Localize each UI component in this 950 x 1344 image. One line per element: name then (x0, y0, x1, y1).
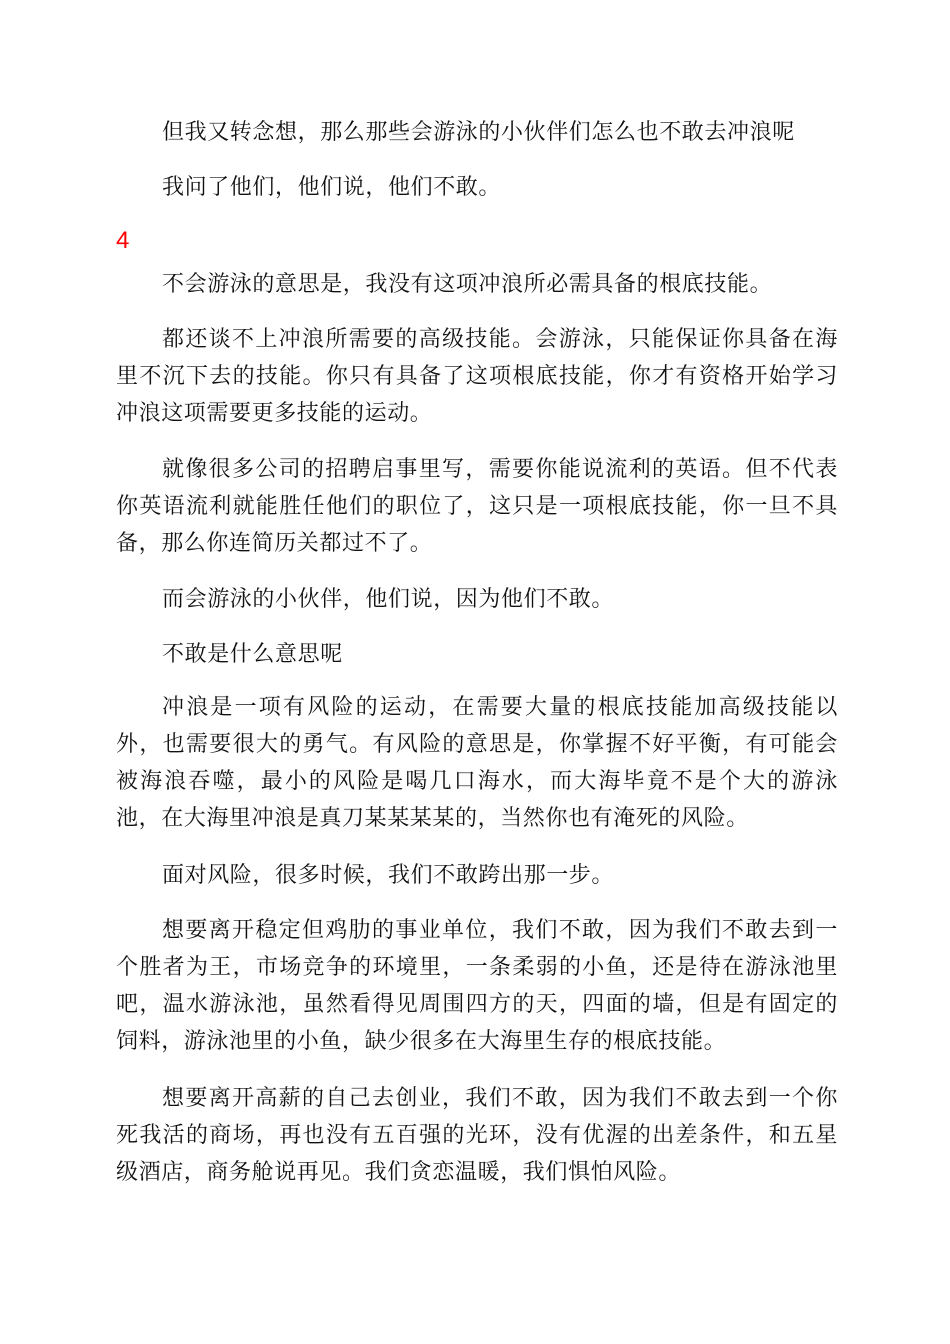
paragraph-4: 都还谈不上冲浪所需要的高级技能。会游泳，只能保证你具备在海里不沉下去的技能。你只有具备了这项根底技能，你才有资格开始学习冲浪这项需要更多技能的运动。 (116, 327, 838, 426)
paragraph-1: 但我又转念想，那么那些会游泳的小伙伴们怎么也不敢去冲浪呢 (162, 120, 795, 145)
paragraph-6: 而会游泳的小伙伴，他们说，因为他们不敢。 (162, 587, 615, 612)
section-number: 4 (116, 227, 130, 254)
paragraph-2: 我问了他们，他们说，他们不敢。 (162, 175, 502, 200)
paragraph-3: 不会游泳的意思是，我没有这项冲浪所必需具备的根底技能。 (162, 272, 773, 297)
paragraph-9: 面对风险，很多时候，我们不敢跨出那一步。 (162, 863, 615, 888)
paragraph-10: 想要离开稳定但鸡肋的事业单位，我们不敢，因为我们不敢去到一个胜者为王，市场竞争的环境里，一条柔弱的小鱼，还是待在游泳池里吧，温水游泳池，虽然看得见周围四方的天，四面的墙，但是有固定的饲料，游泳池里的小鱼，缺少很多在大海里生存的根底技能。 (116, 918, 838, 1054)
paragraph-11: 想要离开高薪的自己去创业，我们不敢，因为我们不敢去到一个你死我活的商场，再也没有五百强的光环，没有优渥的出差条件，和五星级酒店，商务舱说再见。我们贪恋温暖，我们惧怕风险。 (116, 1086, 838, 1185)
paragraph-7: 不敢是什么意思呢 (162, 642, 343, 667)
paragraph-5: 就像很多公司的招聘启事里写，需要你能说流利的英语。但不代表你英语流利就能胜任他们的职位了，这只是一项根底技能，你一旦不具备，那么你连简历关都过不了。 (116, 457, 838, 556)
paragraph-8: 冲浪是一项有风险的运动，在需要大量的根底技能加高级技能以外，也需要很大的勇气。有风险的意思是，你掌握不好平衡，有可能会被海浪吞噬，最小的风险是喝几口海水，而大海毕竟不是个大的游泳池，在大海里冲浪是真刀某某某某的，当然你也有淹死的风险。 (116, 695, 838, 831)
